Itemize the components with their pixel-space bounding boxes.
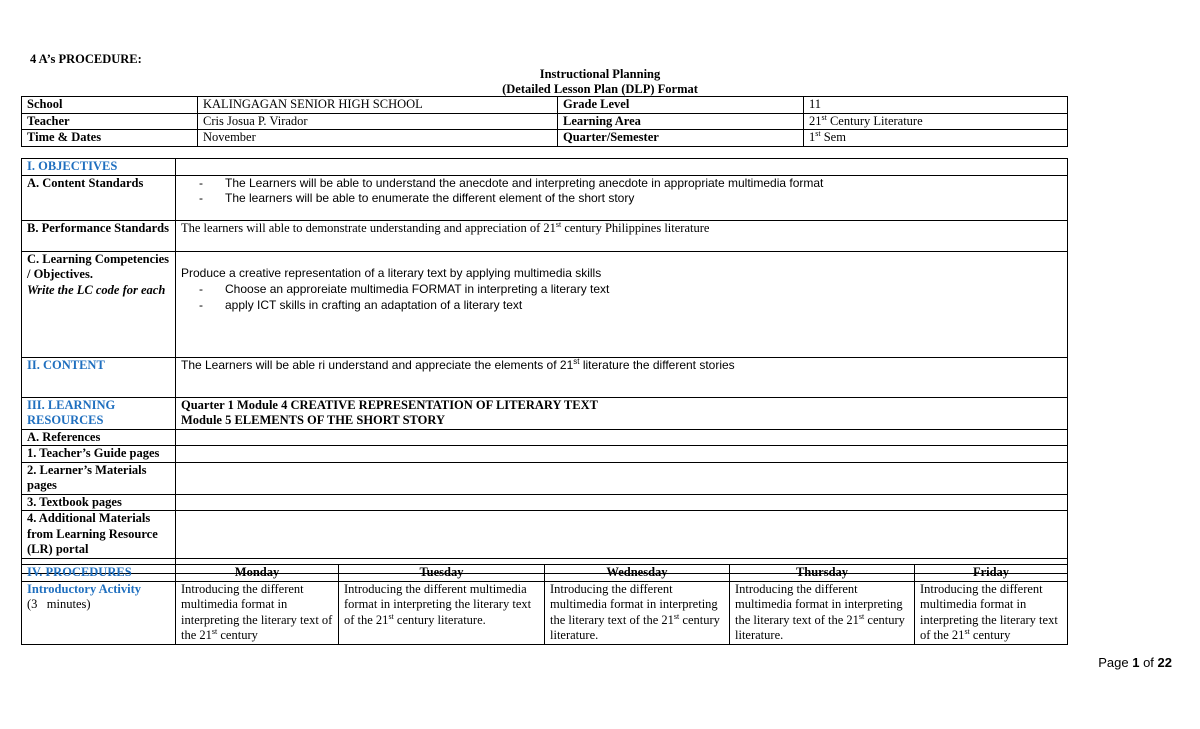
time-label: Time & Dates — [22, 130, 198, 147]
content-value: The Learners will be able ri understand and appreciate the elements of 21st literature the different stories — [176, 357, 1068, 397]
resources-value: Quarter 1 Module 4 CREATIVE REPRESENTATION OF LITERARY TEXT Module 5 ELEMENTS OF THE SHORT STORY — [176, 397, 1068, 429]
performance-standards-label: B. Performance Standards — [22, 220, 176, 251]
activity-label-cell — [22, 581, 176, 644]
thursday-activity: Introducing the different multimedia format in interpreting the literary text of the 21st century literature. — [730, 581, 915, 644]
competencies-intro: Produce a creative representation of a literary text by applying multimedia skills — [181, 265, 602, 280]
teacher-value: Cris Josua P. Virador — [198, 113, 558, 130]
monday-activity: Introducing the different multimedia format in interpreting the literary text of the 21st century — [176, 581, 339, 644]
area-label: Learning Area — [558, 113, 804, 130]
grade-label: Grade Level — [558, 97, 804, 114]
resources-header: III. LEARNING RESOURCES — [22, 397, 176, 429]
school-value: KALINGAGAN SENIOR HIGH SCHOOL — [198, 97, 558, 114]
references-label: A. References — [22, 429, 176, 446]
objectives-header: I. OBJECTIVES — [22, 159, 176, 176]
content-standards-value — [176, 175, 1068, 220]
quarter-value: 1st Sem — [804, 130, 1068, 147]
competencies-value — [176, 251, 1068, 357]
procedure-title: 4 A’s PROCEDURE: — [30, 52, 142, 66]
competencies-label: C. Learning Competencies / Objectives. — [27, 251, 169, 281]
grade-value: 11 — [804, 97, 1068, 114]
activity-label: Introductory Activity — [27, 581, 141, 596]
time-value: November — [198, 130, 558, 147]
learner-materials-label: 2. Learner’s Materials pages — [22, 462, 176, 494]
wednesday-activity: Introducing the different multimedia format in interpreting the literary text of the 21st century literature. — [545, 581, 730, 644]
teacher-guide-label: 1. Teacher’s Guide pages — [22, 446, 176, 463]
day-friday: Friday — [915, 565, 1068, 582]
list-item: - The Learners will be able to understand the anecdote and interpreting anecdote in appropriate multimedia format — [199, 176, 1062, 192]
area-value: 21st Century Literature — [804, 113, 1068, 130]
procedures-header: IV. PROCEDURES — [22, 565, 176, 582]
info-table — [21, 96, 1068, 147]
competencies-label-cell — [22, 251, 176, 357]
list-item: - Choose an approreiate multimedia FORMAT in interpreting a literary text — [199, 282, 1062, 298]
day-thursday: Thursday — [730, 565, 915, 582]
teacher-label: Teacher — [22, 113, 198, 130]
school-label: School — [22, 97, 198, 114]
doc-heading-line1: Instructional Planning — [539, 67, 661, 81]
day-tuesday: Tuesday — [339, 565, 545, 582]
procedures-table — [21, 564, 1068, 645]
additional-materials-label: 4. Additional Materials from Learning Resource (LR) portal — [22, 511, 176, 559]
textbook-label: 3. Textbook pages — [22, 494, 176, 511]
doc-heading-line2: (Detailed Lesson Plan (DLP) Format — [502, 82, 698, 96]
lesson-table — [21, 158, 1068, 574]
list-item: - apply ICT skills in crafting an adaptation of a literary text — [199, 298, 1062, 314]
friday-activity: Introducing the different multimedia format in interpreting the literary text of the 21st century — [915, 581, 1068, 644]
quarter-label: Quarter/Semester — [558, 130, 804, 147]
performance-standards-value: The learners will able to demonstrate understanding and appreciation of 21st century Philippines literature — [176, 220, 1068, 251]
competencies-note: Write the LC code for each — [27, 282, 166, 297]
day-wednesday: Wednesday — [545, 565, 730, 582]
content-standards-label: A. Content Standards — [22, 175, 176, 220]
activity-time: (3 minutes) — [27, 597, 91, 611]
day-monday: Monday — [176, 565, 339, 582]
content-header: II. CONTENT — [22, 357, 176, 397]
page-number: Page 1 of 22 — [1098, 655, 1172, 670]
list-item: - The learners will be able to enumerate the different element of the short story — [199, 191, 1062, 207]
tuesday-activity: Introducing the different multimedia format in interpreting the literary text of the 21st century literature. — [339, 581, 545, 644]
